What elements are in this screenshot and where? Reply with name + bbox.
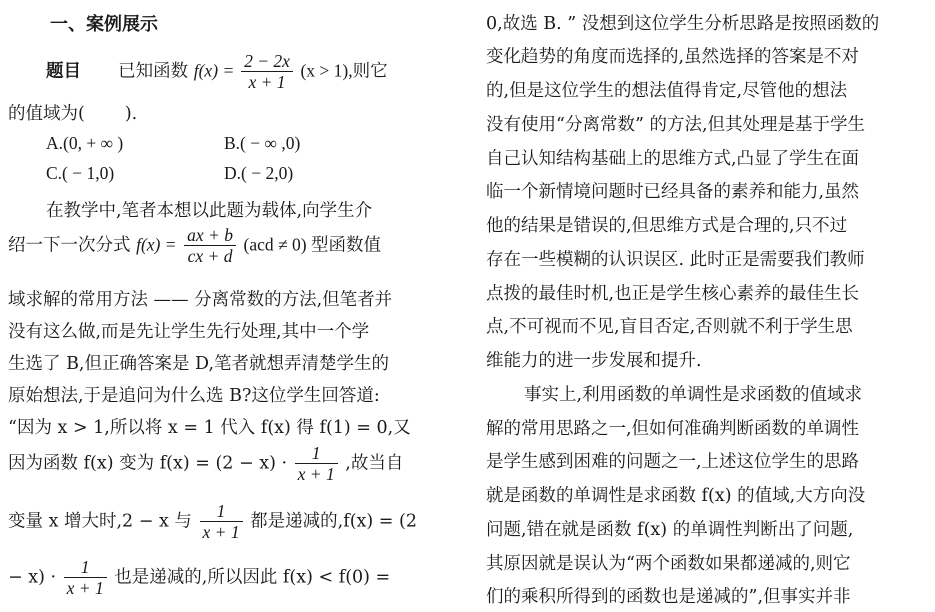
- paragraph-1-line-9: [8, 502, 417, 542]
- fraction-linear-denominator: cx + d: [184, 245, 236, 266]
- paragraph-1-line-8: [8, 444, 403, 484]
- paragraph-1-line-10: [8, 558, 390, 598]
- section-title: 一、案例展示: [50, 14, 158, 35]
- fraction-reciprocal-1-denominator: x + 1: [295, 463, 338, 484]
- line2-fx: f(x) =: [136, 234, 177, 255]
- right-line-13: 解的常用思路之一,但如何准确判断函数的单调性: [486, 419, 860, 439]
- right-line-14: 是学生感到困难的问题之一,上述这位学生的思路: [486, 452, 860, 472]
- fraction-reciprocal-2-numerator: 1: [216, 501, 226, 521]
- fraction-reciprocal-3: [64, 558, 107, 598]
- fraction-reciprocal-3-denominator: x + 1: [64, 577, 107, 598]
- line8-text-b: ,故当自: [345, 453, 404, 474]
- right-line-16: 问题,错在就是函数 f(x) 的单调性判断出了问题,: [486, 520, 854, 540]
- domain-condition: (x > 1),则它: [300, 60, 388, 81]
- option-c: C.( − 1,0): [46, 163, 115, 183]
- right-line-4: 没有使用“分离常数” 的方法,但其处理是基于学生: [486, 115, 866, 135]
- range-question: 的值域为(: [8, 104, 85, 124]
- fraction-reciprocal-2-denominator: x + 1: [200, 521, 243, 542]
- paragraph-1-line-2: [8, 226, 381, 266]
- paragraph-1-line-5: 生选了 B,但正确答案是 D,笔者就想弄清楚学生的: [8, 354, 390, 374]
- option-a: A.(0, + ∞ ): [46, 133, 124, 153]
- fraction-reciprocal-1: [295, 444, 338, 484]
- paragraph-1-line-4: 没有这么做,而是先让学生先行处理,其中一个学: [8, 322, 370, 342]
- right-line-3: 的,但是这位学生的想法值得肯定,尽管他的想法: [486, 81, 848, 101]
- equals-sign: =: [223, 60, 234, 81]
- right-line-11: 维能力的进一步发展和提升.: [486, 351, 702, 371]
- problem-line-2: [8, 100, 137, 125]
- right-line-6: 临一个新情境问题时已经具备的素养和能力,虽然: [486, 182, 860, 202]
- right-line-1: 0,故选 B. ” 没想到这位学生分析思路是按照函数的: [486, 14, 880, 34]
- line10-text-a: − x) ·: [8, 567, 57, 588]
- range-question-end: ).: [124, 104, 138, 124]
- paragraph-1-line-3: 域求解的常用方法 —— 分离常数的方法,但笔者并: [8, 290, 393, 310]
- right-line-12: 事实上,利用函数的单调性是求函数的值域求: [524, 385, 863, 405]
- right-line-18: 们的乘积所得到的函数也是递减的”,但事实并非: [486, 587, 851, 607]
- option-d: D.( − 2,0): [224, 163, 294, 183]
- fraction-given-denominator: x + 1: [241, 71, 293, 92]
- right-line-17: 其原因就是误认为“两个函数如果都递减的,则它: [486, 554, 851, 574]
- line2-text-b: (acd ≠ 0) 型函数值: [243, 234, 381, 255]
- line9-text-a: 变量 x 增大时,2 − x 与: [8, 511, 192, 532]
- fraction-linear: [184, 226, 236, 266]
- function-fx: f(x): [193, 60, 219, 81]
- line10-text-b: 也是递减的,所以因此 f(x) < f(0) =: [114, 567, 391, 588]
- paragraph-1-line-7: “因为 x > 1,所以将 x = 1 代入 f(x) 得 f(1) = 0,又: [8, 418, 411, 438]
- right-line-10: 点,不可视而不见,盲目否定,否则就不利于学生思: [486, 317, 853, 337]
- fraction-given: [241, 52, 293, 92]
- problem-prefix: 已知函数: [118, 61, 189, 82]
- line8-text-a: 因为函数 f(x) 变为 f(x) = (2 − x) ·: [8, 453, 288, 474]
- paragraph-1-line-6: 原始想法,于是追问为什么选 B?这位学生回答道:: [8, 386, 380, 406]
- line2-text-a: 绍一下一次分式: [8, 235, 131, 256]
- line9-text-b: 都是递减的,f(x) = (2: [250, 511, 417, 532]
- paragraph-1-line-1: 在教学中,笔者本想以此题为载体,向学生介: [46, 201, 373, 221]
- fraction-reciprocal-1-numerator: 1: [311, 443, 321, 463]
- problem-line-1: [46, 52, 388, 92]
- fraction-reciprocal-2: [200, 502, 243, 542]
- right-line-2: 变化趋势的角度而选择的,虽然选择的答案是不对: [486, 47, 860, 67]
- option-b: B.( − ∞ ,0): [224, 133, 301, 153]
- fraction-reciprocal-3-numerator: 1: [80, 557, 90, 577]
- right-line-8: 存在一些模糊的认识误区. 此时正是需要我们教师: [486, 250, 865, 270]
- right-line-9: 点拨的最佳时机,也正是学生核心素养的最佳生长: [486, 284, 860, 304]
- problem-label: 题目: [46, 61, 81, 82]
- right-line-5: 自己认知结构基础上的思维方式,凸显了学生在面: [486, 149, 860, 169]
- right-line-7: 他的结果是错误的,但思维方式是合理的,只不过: [486, 216, 848, 236]
- fraction-linear-numerator: ax + b: [187, 225, 233, 245]
- right-line-15: 就是函数的单调性是求函数 f(x) 的值域,大方向没: [486, 486, 866, 506]
- fraction-given-numerator: 2 − 2x: [244, 51, 290, 71]
